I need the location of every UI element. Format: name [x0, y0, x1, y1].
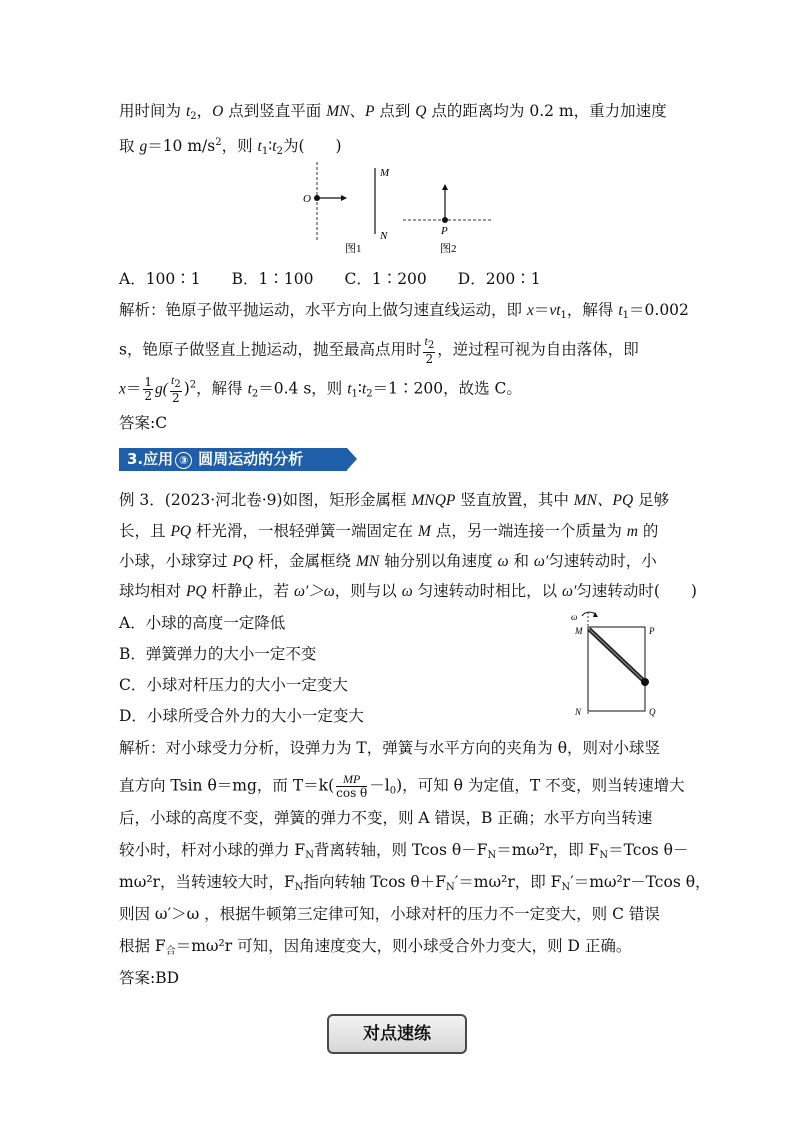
fig3-label-Q: Q — [649, 707, 656, 717]
prev-solution-line-1: 解析：铯原子做平抛运动，水平方向上做匀速直线运动，即 $x=vt_1$，解得 $t_1=0.002$ — [119, 301, 689, 321]
fig-caption-2: 图2 — [440, 243, 457, 255]
solution3-line-4: 较小时，杆对小球的弹力 $F_N$背离转轴，则 Tcos $\theta-F_N=m\omega^2r$，即 $F_N=Tcos$ θ－ — [119, 841, 689, 861]
section-banner: 3.应用 ③ 圆周运动的分析 — [119, 448, 347, 471]
figure-1-2 — [295, 162, 500, 257]
solution3-line-3: 后，小球的高度不变，弹簧的弹力不变，则 A 错误，B 正确；水平方向当转速 — [119, 809, 653, 827]
solution3-line-7: 根据 $F_合=m\omega^2r$ 可知，因角速度变大，则小球受合外力变大，则 D 正确。 — [119, 937, 632, 957]
fig3-label-N: N — [575, 707, 582, 717]
fig3-label-omega: ω — [571, 612, 578, 622]
fig3-label-P: P — [649, 626, 655, 636]
fig-label-P: P — [441, 225, 448, 237]
fig-label-M: M — [380, 167, 390, 179]
prev-question-line-1: 用时间为 $t_2$，O 点到竖直平面 MN、P 点到 Q 点的距离均为 0.2 m，重力加速度 — [119, 102, 667, 122]
example3-line-2: 长，且 PQ 杆光滑，一根轻弹簧一端固定在 M 点，另一端连接一个质量为 m 的 — [119, 522, 659, 540]
option-A: A．小球的高度一定降低 — [119, 614, 286, 632]
prev-solution-line-2: s，铯原子做竖直上抛运动，抛至最高点用时 $\frac{t_2}{2}$ ，逆过程可视为自由落体，即 — [119, 334, 639, 366]
prev-answer: 答案:C — [119, 414, 168, 432]
prev-options: A．100∶1 B．1∶100 C．1∶200 D．200∶1 — [119, 270, 541, 288]
fig-label-N: N — [380, 230, 388, 242]
section-banner-arrow — [347, 448, 357, 470]
solution3-line-6: 则因 ω′＞ω ，根据牛顿第三定律可知，小球对杆的压力不一定变大，则 C 错误 — [119, 905, 660, 923]
solution3-line-5: mω²r，当转速较大时，$F_N$指向转轴 Tcos $\theta+F_N'=m\omega^2r$，即 $F_N'=m\omega^2r-Tcos$ θ， — [119, 873, 711, 893]
example3-line-3: 小球，小球穿过 PQ 杆，金属框绕 MN 轴分别以角速度 ω 和 ω′匀速转动时，小 — [119, 552, 657, 570]
example3-figure — [565, 607, 665, 719]
prev-solution-line-3: x＝ $\frac{1}{2}$ g( $\frac{t_2}{2}$ )$^2$，解得 $t_2=0.4$ s，则 $t_1∶t_2=1∶200$，故选 C。 — [119, 373, 522, 405]
option-C: C．小球对杆压力的大小一定变大 — [119, 676, 348, 694]
option-B: B．弹簧弹力的大小一定不变 — [119, 645, 317, 663]
solution3-answer: 答案:BD — [119, 969, 180, 987]
fig-caption-1: 图1 — [345, 243, 362, 255]
solution3-line-1: 解析：对小球受力分析，设弹力为 T，弹簧与水平方向的夹角为 θ，则对小球竖 — [119, 739, 661, 757]
option-D: D．小球所受合外力的大小一定变大 — [119, 707, 364, 725]
fig-label-O: O — [303, 193, 311, 205]
solution3-line-2: 直方向 Tsin θ＝mg，而 T＝k( $\frac{MP}{\text{cos θ}}$ $-l_0$)，可知 θ 为定值，T 不变，则当转速增大 — [119, 772, 685, 800]
example3-line-4: 球均相对 PQ 杆静止，若 ω′＞ω，则与以 ω 匀速转动时相比，以 ω′匀速转动时( ) — [119, 582, 697, 600]
example3-line-1: 例 3．(2023·河北卷·9)如图，矩形金属框 MNQP 竖直放置，其中 MN、PQ 足够 — [119, 491, 670, 509]
prev-question-line-2: 取 g＝10 $m/s^2$，则 $t_1∶t_2$为( ) — [119, 137, 342, 157]
fig3-label-M: M — [575, 626, 583, 636]
practice-button[interactable]: 对点速练 — [327, 1014, 467, 1054]
